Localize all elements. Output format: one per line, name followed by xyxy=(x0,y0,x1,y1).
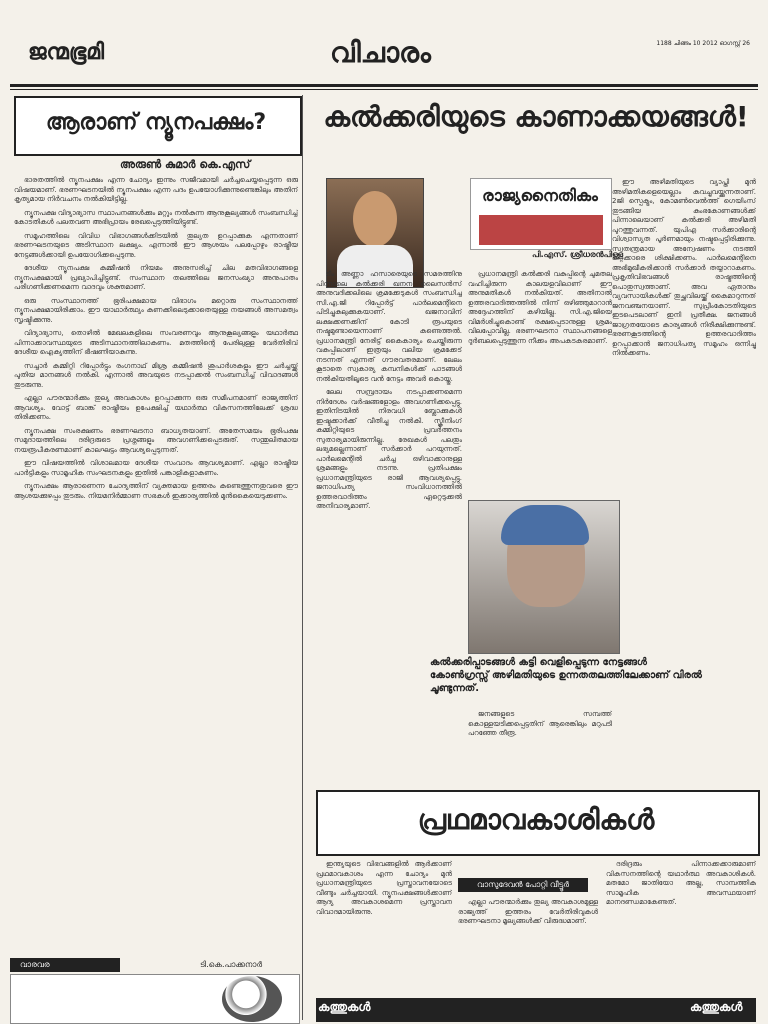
news-photo xyxy=(468,500,620,654)
turban-shape xyxy=(501,505,589,545)
issue-date: 1188 ചിങ്ങം 10 2012 ഓഗസ്റ്റ് 26 xyxy=(656,40,750,47)
paragraph: ഈ വിഷയത്തിൽ വിശാലമായ ദേശീയ സംവാദം ആവശ്യമാണ്. എല്ലാ രാഷ്ട്രീയ പാർട്ടികളും സാമൂഹിക സംഘടനകളും ഇതിൽ പങ്കാളികളാകണം. xyxy=(14,459,298,477)
paragraph: ദരിദ്രരും പിന്നാക്കക്കാരുമാണ് വികസനത്തിന്റെ യഥാർത്ഥ അവകാശികൾ. മതമോ ജാതിയോ അല്ല, സാമ്പത്തിക സാമൂഹിക അവസ്ഥയാണ് മാനദണ്ഡമാകേണ്ടത്. xyxy=(606,860,756,906)
paragraph: എല്ലാ പൗരന്മാർക്കും തുല്യ അവകാശം ഉറപ്പാക്കുന്ന ഒരു സമീപനമാണ് രാജ്യത്തിന് ആവശ്യം. വോട്ട് ബാങ്ക് രാഷ്ട്രീയം ഉപേക്ഷിച്ച് യഥാർത്ഥ വികസനത്തിലേക്ക് ശ്രദ്ധ തിരിക്കണം. xyxy=(14,394,298,421)
column-name: രാജ്യനൈതികം xyxy=(482,186,598,205)
paragraph: ജനങ്ങളുടെ സമ്പത്ത് കൊള്ളയടിക്കപ്പെട്ടതിന് ആരെങ്കിലും മറുപടി പറഞ്ഞേ തീരൂ. xyxy=(468,710,612,737)
paragraph: ഇന്ത്യയുടെ വിഭവങ്ങളിൽ ആർക്കാണ് പ്രഥമാവകാശം എന്ന ചോദ്യം മുൻ പ്രധാനമന്ത്രിയുടെ പ്രസ്താവനയോടെ വീണ്ടും ചർച്ചയായി. ന്യൂനപക്ഷങ്ങൾക്കാണ് ആദ്യ അവകാശമെന്ന പ്രസ്താവന വിവാദമായിരുന്നു. xyxy=(316,860,452,916)
paragraph: ഭാരതത്തിൽ ന്യൂനപക്ഷം എന്ന ചോദ്യം ഇന്നും സജീവമായി ചർച്ചചെയ്യപ്പെടുന്ന ഒരു വിഷയമാണ്. ഭരണഘടനയിൽ ന്യൂനപക്ഷം എന്ന പദം ഉപയോഗിക്കുന്നുണ്ടെങ്കിലും അതിന് കൃത്യമായ നിർവചനം നൽകിയിട്ടില്ല. xyxy=(14,176,298,203)
paragraph: പ്രധാനമന്ത്രി കൽക്കരി വകുപ്പിന്റെ ചുമതല വഹിച്ചിരുന്ന കാലയളവിലാണ് ഈ അനുമതികൾ നൽകിയത്. അതിനാൽ ഉത്തരവാദിത്തത്തിൽ നിന്ന് ഒഴിഞ്ഞുമാറാൻ അദ്ദേഹത്തിന് കഴിയില്ല. സി.എ.ജിയെ വിമർശിച്ചുകൊണ്ട് രക്ഷപ്പെടാനുള്ള ശ്രമം വിലപ്പോവില്ല. ഭരണഘടനാ സ്ഥാപനങ്ങളെ ദുർബലപ്പെടുത്തുന്ന നീക്കം അപകടകരമാണ്. xyxy=(468,270,612,345)
paragraph: സച്ചാർ കമ്മിറ്റി റിപ്പോർട്ടും രംഗനാഥ് മിശ്ര കമ്മീഷൻ ശുപാർശകളും ഈ ചർച്ചയ്ക്ക് പുതിയ മാനങ്ങൾ നൽകി. എന്നാൽ അവയുടെ നടപ്പാക്കൽ സംബന്ധിച്ച് വിവാദങ്ങൾ തുടരുന്നു. xyxy=(14,361,298,389)
varavara-author: ടി.കെ.പാക്കനാർ xyxy=(200,960,263,969)
main-article-col3 xyxy=(612,178,756,780)
pra-col3 xyxy=(606,860,756,992)
paragraph: സമൂഹത്തിലെ വിവിധ വിഭാഗങ്ങൾക്കിടയിൽ തുല്യത ഉറപ്പാക്കുക എന്നതാണ് ഭരണഘടനയുടെ അടിസ്ഥാന ലക്ഷ്യം. എന്നാൽ ഈ ആശയം പലപ്പോഴും രാഷ്ട്രീയ നേട്ടങ്ങൾക്കായി ഉപയോഗിക്കപ്പെടുന്നു. xyxy=(14,231,298,259)
main-article-col2b xyxy=(468,710,612,780)
letters-label: കത്തുകൾ xyxy=(318,1000,371,1014)
pra-article-title: പ്രഥമാവകാശികൾ xyxy=(417,803,655,836)
masthead-rule-thin xyxy=(10,89,758,90)
football-icon xyxy=(222,976,282,1022)
paragraph: ഒരു സംസ്ഥാനത്ത് ഭൂരിപക്ഷമായ വിഭാഗം മറ്റൊരു സംസ്ഥാനത്ത് ന്യൂനപക്ഷമായിരിക്കാം. ഈ യാഥാർത്ഥ്യം കണക്കിലെടുക്കാതെയുള്ള നയങ്ങൾ അസമത്വം സൃഷ്ടിക്കുന്നു. xyxy=(14,296,298,324)
parliament-graphic xyxy=(479,215,603,245)
paragraph: ന്യൂനപക്ഷം ആരാണെന്ന ചോദ്യത്തിന് വ്യക്തമായ ഉത്തരം കണ്ടെത്തുന്നതുവരെ ഈ ആശയക്കുഴപ്പം തുടരും. നിയമനിർമ്മാണ സഭകൾ ഇക്കാര്യത്തിൽ മുൻകൈയെടുക്കണം. xyxy=(14,482,298,500)
paragraph: എല്ലാ പൗരന്മാർക്കും തുല്യ അവകാശമുള്ള രാജ്യത്ത് ഇത്തരം വേർതിരിവുകൾ ഭരണഘടനാ മൂല്യങ്ങൾക്ക് വിരുദ്ധമാണ്. xyxy=(458,898,598,925)
pra-article-author: വാസുദേവൻ പോറ്റി വീട്ടൂർ xyxy=(458,878,588,892)
paragraph: ടീം അണ്ണാ ഹസാരെയുടെ സമരത്തിനു പിന്നാലെ കൽക്കരി ഖനന ലൈസൻസ് അനുവദിക്കലിലെ ക്രമക്കേടുകൾ സംബന്ധിച്ച സി.എ.ജി റിപ്പോർട്ട് പാർലമെന്റിനെ പിടിച്ചുകുലുക്കുകയാണ്. ഖജനാവിന് ലക്ഷക്കണക്കിന് കോടി രൂപയുടെ നഷ്ടമുണ്ടായെന്നാണ് കണ്ടെത്തൽ. പ്രധാനമന്ത്രി നേരിട്ട് കൈകാര്യം ചെയ്തിരുന്ന വകുപ്പിലാണ് ഇത്രയും വലിയ ക്രമക്കേട് നടന്നത് എന്നത് ഗൗരവതരമാണ്. ലേലം കൂടാതെ സ്വകാര്യ കമ്പനികൾക്ക് പാടങ്ങൾ നൽകിയതിലൂടെ വൻ നേട്ടം അവർ കൊയ്തു. xyxy=(316,270,462,383)
left-article-body xyxy=(14,176,298,948)
column-divider xyxy=(302,95,303,1020)
paragraph: ദേശീയ ന്യൂനപക്ഷ കമ്മീഷൻ നിയമം അനുസരിച്ച് ചില മതവിഭാഗങ്ങളെ ന്യൂനപക്ഷമായി പ്രഖ്യാപിച്ചിട്ടുണ്ട്. സംസ്ഥാന തലത്തിലെ ജനസംഖ്യാ അനുപാതം പരിഗണിക്കണമെന്ന വാദവും ശക്തമാണ്. xyxy=(14,264,298,291)
pull-quote: കൽക്കരിപ്പാടങ്ങൾ കട്ടി വെളിപ്പെടുന്ന നേട്ടങ്ങൾ കോൺഗ്രസ്സ് അഴിമതിയുടെ ഉന്നതതലത്തിലേക്കാണ് വിരൽ ചൂണ്ടുന്നത്. xyxy=(430,657,702,694)
paragraph: വിദ്യാഭ്യാസ, തൊഴിൽ മേഖലകളിലെ സംവരണവും ആനുകൂല്യങ്ങളും യഥാർത്ഥ പിന്നാക്കാവസ്ഥയുടെ അടിസ്ഥാനത്തിലാകണം. മതത്തിന്റെ പേരിലുള്ള വേർതിരിവ് ദേശീയ ഐക്യത്തിന് ഭീഷണിയാകുന്നു. xyxy=(14,329,298,356)
left-article-title: ആരാണ് ന്യൂനപക്ഷം? xyxy=(45,110,267,135)
section-title: വിചാരം xyxy=(330,36,431,69)
main-article-title: കൽക്കരിയുടെ കാണാക്കയങ്ങൾ! xyxy=(323,100,749,133)
varavara-label: വാരവര xyxy=(10,958,120,972)
paragraph: ന്യൂനപക്ഷ വിദ്യാഭ്യാസ സ്ഥാപനങ്ങൾക്കും മറ്റും നൽകുന്ന ആനുകൂല്യങ്ങൾ സംബന്ധിച്ച് കോടതികൾ പലതവണ അഭിപ്രായം രേഖപ്പെടുത്തിയിട്ടുണ്ട്. xyxy=(14,208,298,226)
main-article-col2 xyxy=(468,270,612,496)
paragraph: ന്യൂനപക്ഷ സംരക്ഷണം ഭരണഘടനാ ബാധ്യതയാണ്. അതേസമയം ഭൂരിപക്ഷ സമുദായത്തിലെ ദരിദ്രരുടെ പ്രശ്നങ്ങളും അവഗണിക്കപ്പെടരുത്. സന്തുലിതമായ നയരൂപീകരണമാണ് കാലഘട്ടം ആവശ്യപ്പെടുന്നത്. xyxy=(14,426,298,454)
masthead xyxy=(0,0,768,86)
masthead-rule xyxy=(10,84,758,87)
newspaper-logo: ജന്മഭൂമി xyxy=(28,40,104,65)
main-article-col1 xyxy=(316,270,462,780)
paragraph: ലേല സമ്പ്രദായം നടപ്പാക്കണമെന്ന നിർദേശം വർഷങ്ങളോളം അവഗണിക്കപ്പെട്ടു. ഇതിനിടയിൽ നിരവധി ബ്ലോക്കുകൾ ഇഷ്ടക്കാർക്ക് വീതിച്ചു നൽകി. സ്ക്രീനിംഗ് കമ്മിറ്റിയുടെ പ്രവർത്തനം സുതാര്യമായിരുന്നില്ല. രേഖകൾ പലതും ലഭ്യമല്ലെന്നാണ് സർക്കാർ പറയുന്നത്. പാർലമെന്റിൽ ചർച്ച ഒഴിവാക്കാനുള്ള ശ്രമങ്ങളും നടന്നു. പ്രതിപക്ഷം പ്രധാനമന്ത്രിയുടെ രാജി ആവശ്യപ്പെട്ടു. ജനാധിപത്യ സംവിധാനത്തിൽ ഉത്തരവാദിത്തം ഏറ്റെടുക്കൽ അനിവാര്യമാണ്. xyxy=(316,388,462,510)
left-article-author: അരുൺ കുമാർ കെ.എസ് xyxy=(120,158,251,171)
paragraph: ഈ അഴിമതിയുടെ വ്യാപ്തി മുൻ അഴിമതികളെയെല്ലാം കവച്ചുവയ്ക്കുന്നതാണ്. 2ജി സ്പെക്ട്രം, കോമൺവെൽത്ത് ഗെയിംസ് തുടങ്ങിയ കുംഭകോണങ്ങൾക്ക് പിന്നാലെയാണ് കൽക്കരി അഴിമതി പുറത്തുവന്നത്. യുപിഎ സർക്കാരിന്റെ വിശ്വാസ്യത പൂർണമായും നഷ്ടപ്പെട്ടിരിക്കുന്നു. സ്വതന്ത്രമായ അന്വേഷണം നടത്തി കുറ്റക്കാരെ ശിക്ഷിക്കണം. പാർലമെന്റിനെ അഭിമുഖീകരിക്കാൻ സർക്കാർ തയ്യാറാകണം. പ്രകൃതിവിഭവങ്ങൾ രാഷ്ട്രത്തിന്റെ പൊതുസ്വത്താണ്. അവ ഏതാനും വ്യവസായികൾക്ക് തുച്ഛവിലയ്ക്ക് കൈമാറുന്നത് ജനവഞ്ചനയാണ്. സുപ്രീംകോടതിയുടെ ഇടപെടലാണ് ഇനി പ്രതീക്ഷ. ജനങ്ങൾ ജാഗ്രതയോടെ കാര്യങ്ങൾ നിരീക്ഷിക്കുന്നുണ്ട്. ഭരണകൂടത്തിന്റെ ഉത്തരവാദിത്തം ഉറപ്പാക്കാൻ ജനാധിപത്യ സമൂഹം ഒന്നിച്ചു നിൽക്കണം. xyxy=(612,178,756,357)
pra-col1 xyxy=(316,860,452,992)
face-shape xyxy=(353,191,397,247)
letters-label-right: കത്തുകൾ xyxy=(690,1000,743,1014)
pra-col2 xyxy=(458,898,598,994)
column-author: പി.എസ്. ശ്രീധരൻപിള്ള xyxy=(532,250,624,259)
